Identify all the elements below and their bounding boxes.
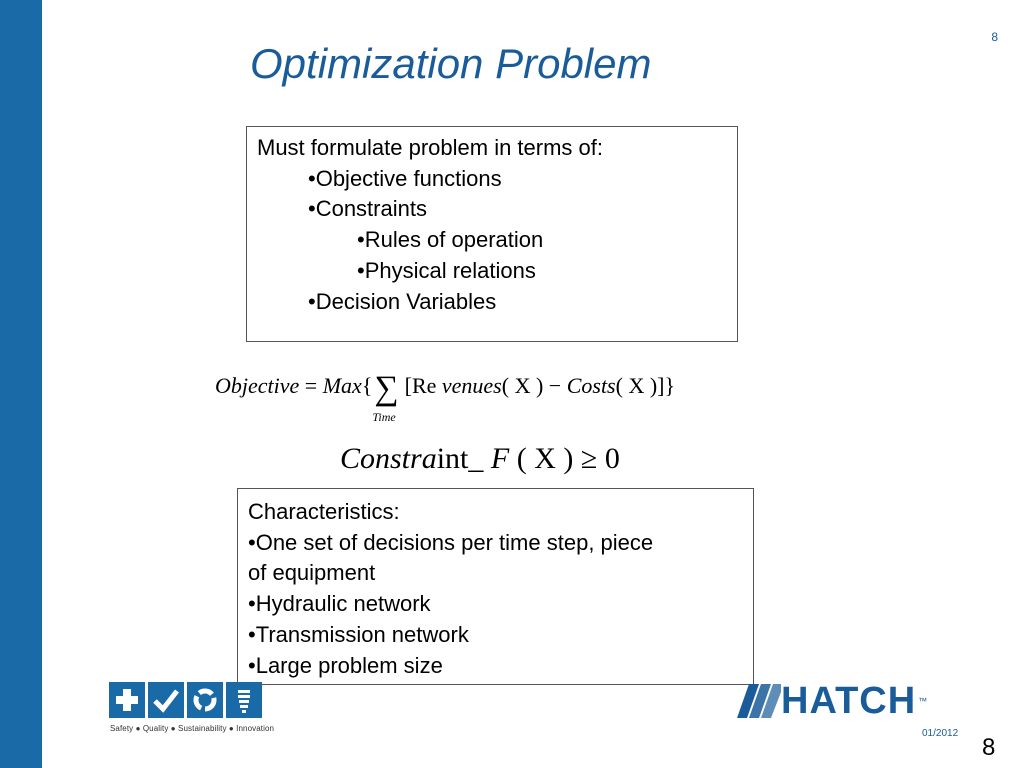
bullet-constraints: •Constraints xyxy=(308,196,427,222)
bullet-transmission-network: •Transmission network xyxy=(248,621,469,647)
eq-f-term: F xyxy=(490,442,510,475)
values-tagline: Safety ● Quality ● Sustainability ● Innovation xyxy=(110,724,275,733)
eq-objective-term: Objective xyxy=(215,373,300,398)
bullet-physical-relations: •Physical relations xyxy=(357,257,536,283)
eq-revenues-term: venues xyxy=(441,373,502,398)
left-accent-bar xyxy=(0,0,42,768)
slide-date: 01/2012 xyxy=(922,728,959,739)
quality-check-icon xyxy=(148,682,184,718)
slide-title: Optimization Problem xyxy=(250,40,652,87)
bullet-rules-of-operation: •Rules of operation xyxy=(357,227,544,253)
trademark-symbol: ™ xyxy=(918,696,928,706)
eq-equals: = xyxy=(299,373,323,398)
objective-equation xyxy=(215,370,676,424)
bullet-decisions-per-step: •One set of decisions per time step, piece xyxy=(248,529,654,555)
page-number-top: 8 xyxy=(991,30,998,44)
hatch-wordmark: HATCH xyxy=(781,680,917,722)
eq-open-brace: { xyxy=(361,373,373,398)
hatch-logo xyxy=(737,682,927,720)
eq-rest: ( X ) ≥ 0 xyxy=(509,442,620,475)
eq-max-term: Max xyxy=(322,373,362,398)
constraint-equation xyxy=(340,442,620,476)
eq-constra-term: Constra xyxy=(340,442,437,475)
sustainability-cycle-icon xyxy=(187,682,223,718)
eq-arg2: ( X )]} xyxy=(615,373,676,398)
bullet-hydraulic-network: •Hydraulic network xyxy=(248,591,431,617)
bullet-objective-functions: •Objective functions xyxy=(308,165,502,191)
eq-re-term: [Re xyxy=(404,373,437,398)
eq-costs-term: Costs xyxy=(566,373,616,398)
innovation-bulb-icon xyxy=(226,682,262,718)
formulation-intro: Must formulate problem in terms of: xyxy=(257,135,604,160)
characteristics-heading: Characteristics: xyxy=(248,499,400,524)
characteristics-box xyxy=(237,488,754,685)
values-logos xyxy=(109,682,262,718)
sum-glyph: ∑ xyxy=(374,370,399,407)
summation-symbol xyxy=(372,370,399,424)
bullet-decision-variables: •Decision Variables xyxy=(308,288,497,314)
sum-subscript: Time xyxy=(372,410,396,424)
formulation-box xyxy=(246,126,738,342)
eq-arg1: ( X ) − xyxy=(501,373,567,398)
eq-int-term: int_ xyxy=(436,442,491,475)
safety-cross-icon xyxy=(109,682,145,718)
page-number-bottom: 8 xyxy=(982,734,996,761)
bullet-large-problem-size: •Large problem size xyxy=(248,652,443,678)
bullet-decisions-continued: of equipment xyxy=(248,560,376,586)
hatch-emblem-icon xyxy=(737,684,781,718)
